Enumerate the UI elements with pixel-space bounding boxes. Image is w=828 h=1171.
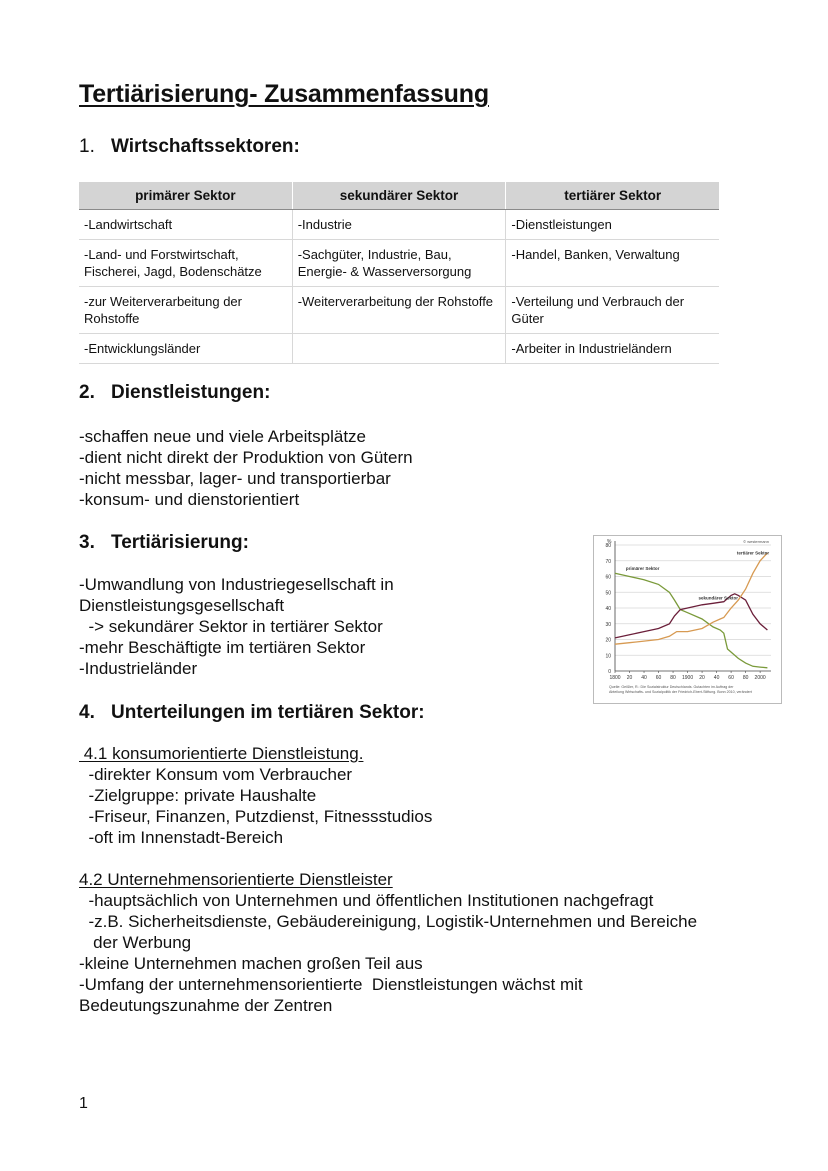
section-number: 3. — [79, 532, 95, 553]
y-tick-label: 10 — [605, 653, 611, 660]
sector-employment-chart — [593, 535, 783, 705]
y-axis-label: % — [607, 539, 612, 545]
table-cell — [292, 334, 506, 364]
publisher-credit: © westermann — [743, 539, 769, 544]
x-tick-label: 20 — [699, 675, 705, 681]
section-heading-2 — [79, 382, 270, 404]
page-number: 1 — [79, 1095, 88, 1112]
table-cell: -Entwicklungsländer — [79, 334, 292, 364]
column-header: primärer Sektor — [79, 182, 292, 210]
list-item: -nicht messbar, lager- und transportierbar — [79, 469, 391, 488]
section-number: 2. — [79, 382, 95, 403]
section-heading-4 — [79, 702, 425, 724]
table-cell: -Land- und Forstwirtschaft, Fischerei, Jagd, Bodenschätze — [79, 240, 292, 287]
x-tick-label: 2000 — [754, 675, 766, 681]
series-label-tertiary: tertiärer Sektor — [736, 550, 770, 556]
x-tick-label: 60 — [655, 675, 662, 681]
table-row — [79, 334, 719, 364]
section-title: Tertiärisierung: — [111, 532, 249, 553]
x-tick-label: 1900 — [681, 675, 694, 681]
sectors-table — [79, 182, 719, 364]
table-cell: -Weiterverarbeitung der Rohstoffe — [292, 287, 506, 334]
list-item: -hauptsächlich von Unternehmen und öffentlichen Institutionen nachgefragt — [79, 891, 654, 910]
list-item: -dient nicht direkt der Produktion von Gütern — [79, 448, 413, 467]
list-item: Dienstleistungsgesellschaft — [79, 596, 285, 615]
table-row — [79, 210, 719, 240]
list-item: -oft im Innenstadt-Bereich — [79, 828, 284, 847]
list-item: -Umwandlung von Industriegesellschaft in — [79, 575, 394, 594]
y-tick-label: 50 — [605, 590, 611, 597]
table-header-row — [79, 182, 719, 210]
section-number: 4. — [79, 702, 95, 723]
table-cell: -Verteilung und Verbrauch der Güter — [506, 287, 719, 334]
table-cell: -Arbeiter in Industrieländern — [506, 334, 719, 364]
section-number: 1. — [79, 136, 95, 157]
column-header: sekundärer Sektor — [292, 182, 506, 210]
column-header: tertiärer Sektor — [506, 182, 719, 210]
x-tick-label: 40 — [713, 675, 720, 681]
table-cell: -Industrie — [292, 210, 506, 240]
table-row — [79, 240, 719, 287]
subsection-title: 4.2 Unternehmensorientierte Dienstleister — [79, 870, 393, 889]
list-item: -schaffen neue und viele Arbeitsplätze — [79, 427, 366, 446]
y-tick-label: 80 — [605, 543, 611, 549]
series-label-secondary: sekundärer Sektor — [698, 595, 738, 601]
section-heading-1 — [79, 136, 300, 158]
section-title: Dienstleistungen: — [111, 382, 271, 403]
subsection-title: 4.1 konsumorientierte Dienstleistung. — [79, 744, 364, 763]
tertiaerisierung-list — [79, 574, 394, 679]
x-tick-label: 40 — [641, 675, 647, 681]
list-item: -mehr Beschäftigte im tertiären Sektor — [79, 638, 366, 657]
list-item: -kleine Unternehmen machen großen Teil aus — [79, 954, 423, 973]
y-tick-label: 20 — [605, 637, 611, 644]
x-tick-label: 80 — [670, 675, 676, 681]
table-cell: -zur Weiterverarbeitung der Rohstoffe — [79, 287, 292, 334]
table-cell: -Dienstleistungen — [506, 210, 719, 240]
section-heading-3 — [79, 532, 249, 554]
list-item: -Friseur, Finanzen, Putzdienst, Fitnessstudios — [79, 807, 433, 826]
series-label-primary: primärer Sektor — [625, 566, 660, 572]
chart-source-line: Quelle: Geißler, R.: Die Sozialstruktur Deutschlands. Gutachten im Auftrag der — [609, 685, 734, 689]
list-item: -Industrieländer — [79, 659, 198, 678]
y-tick-label: 60 — [605, 574, 611, 581]
y-tick-label: 0 — [608, 669, 611, 675]
chart-svg — [593, 535, 783, 705]
x-tick-label: 20 — [626, 675, 633, 681]
list-item: Bedeutungszunahme der Zentren — [79, 996, 333, 1015]
subsection-4-2 — [79, 869, 697, 1016]
list-item: -Umfang der unternehmensorientierte Dienstleistungen wächst mit — [79, 975, 583, 994]
section-title: Wirtschaftssektoren: — [111, 136, 300, 157]
dienstleistungen-list — [79, 426, 413, 510]
table-row — [79, 287, 719, 334]
table-cell: -Landwirtschaft — [79, 210, 292, 240]
list-item: -Zielgruppe: private Haushalte — [79, 786, 317, 805]
x-tick-label: 80 — [742, 675, 749, 681]
x-tick-label: 60 — [728, 675, 734, 681]
y-tick-label: 70 — [605, 558, 611, 565]
y-tick-label: 40 — [605, 606, 611, 612]
list-item: der Werbung — [79, 933, 192, 952]
y-tick-label: 30 — [605, 621, 611, 628]
table-cell: -Sachgüter, Industrie, Bau, Energie- & Wasserversorgung — [292, 240, 506, 287]
list-item: -direkter Konsum vom Verbraucher — [79, 765, 353, 784]
section-title: Unterteilungen im tertiären Sektor: — [111, 702, 425, 723]
table-cell: -Handel, Banken, Verwaltung — [506, 240, 719, 287]
list-item: -> sekundärer Sektor in tertiärer Sektor — [79, 617, 383, 636]
list-item: -konsum- und dienstorientiert — [79, 490, 300, 509]
x-tick-label: 1800 — [609, 675, 621, 681]
list-item: -z.B. Sicherheitsdienste, Gebäudereinigung, Logistik-Unternehmen und Bereiche — [79, 912, 698, 931]
page-title: Tertiärisierung- Zusammenfassung — [79, 80, 489, 108]
chart-source-line: Abteilung Wirtschafts- und Sozialpolitik der Friedrich-Ebert-Stiftung. Bonn 2010, verändert — [609, 690, 752, 694]
subsection-4-1 — [79, 743, 432, 848]
